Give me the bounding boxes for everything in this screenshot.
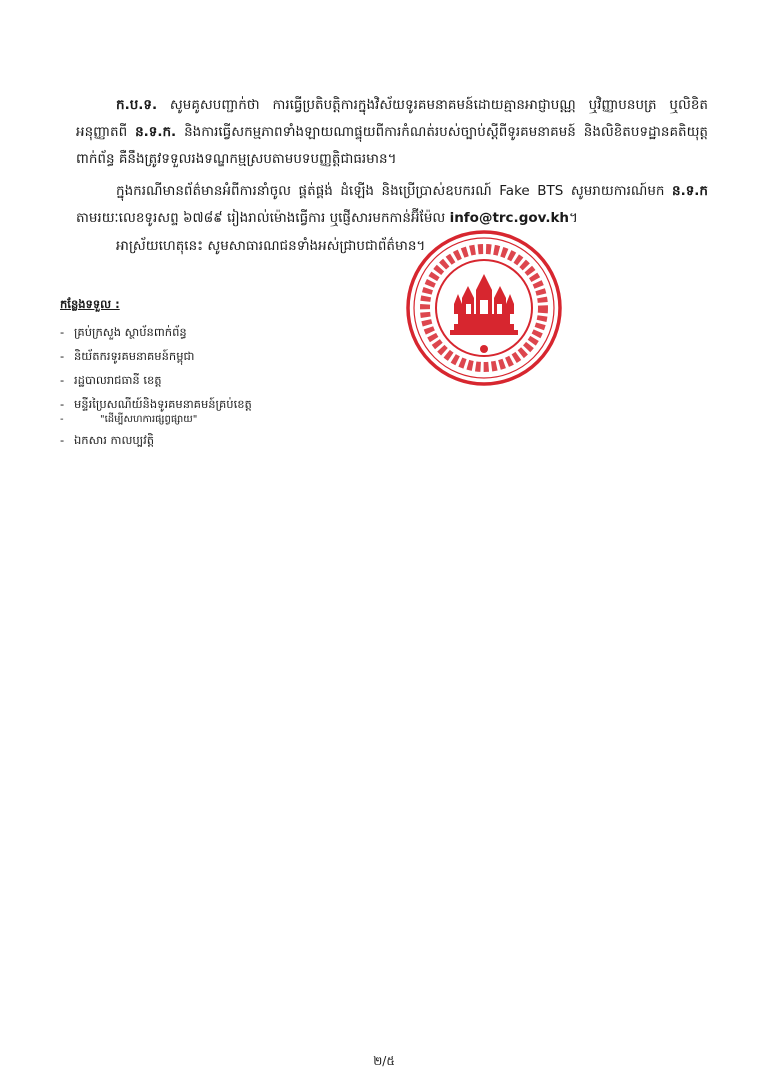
org-abbreviation: ន.ទ.ក	[672, 183, 708, 199]
recipient-item: - ឯកសារ កាលប្បវត្តិ	[60, 428, 380, 452]
recipients-heading: កន្លែងទទួល :	[60, 297, 120, 311]
email-address: info@trc.gov.kh	[449, 210, 570, 226]
official-seal-stamp	[404, 228, 564, 388]
recipients-block	[60, 292, 380, 452]
recipient-item: - និយ័តករទូរគមនាគមន៍កម្ពុជា	[60, 344, 380, 368]
paragraph-text: សូមគូសបញ្ជាក់ថា ការធ្វើប្រតិបត្តិការក្នុងវិស័យទូរគមនាគមន៍ដោយគ្មានអាជ្ញាបណ្ណ ឬវិញ្ញាបនបត្រ ឬលិខិតអនុញ្ញាតពី	[76, 97, 708, 140]
recipient-item: - គ្រប់ក្រសួង ស្ថាប័នពាក់ព័ន្ធ	[60, 320, 380, 344]
paragraph-text: ។	[569, 210, 578, 226]
recipient-item: - រដ្ឋបាលរាជធានី ខេត្ត	[60, 368, 380, 392]
paragraph-text: តាមរយៈលេខទូរសព្ទ ៦៧៨៩ រៀងរាល់ម៉ោងធ្វើការ ឬផ្ញើសារមកកាន់អ៊ីម៉ែល	[76, 210, 450, 226]
org-abbreviation: ក.ប.ទ.	[116, 97, 158, 113]
page-number: ២/៥	[373, 1054, 395, 1068]
recipient-sub-note: - "ដើម្បីសហការផ្សព្វផ្សាយ"	[60, 412, 380, 428]
paragraph-text: អាស្រ័យហេតុនេះ សូមសាធារណជនទាំងអស់ជ្រាបជាព័ត៌មាន។	[116, 238, 426, 254]
paragraph-reporting	[76, 178, 708, 232]
org-abbreviation: ន.ទ.ក.	[135, 124, 177, 140]
paragraph-closing	[76, 233, 708, 260]
recipient-item: - មន្ទីរប្រៃសណីយ៍និងទូរគមនាគមន៍គ្រប់ខេត្ត	[60, 392, 380, 416]
paragraph-warning	[76, 92, 708, 173]
paragraph-text: ក្នុងករណីមានព័ត៌មានអំពីការនាំចូល ផ្គត់ផ្គង់ ដំឡើង និងប្រើប្រាស់ឧបករណ៍ Fake BTS សូមរាយការណ៍មក	[116, 183, 673, 199]
recipients-list	[60, 320, 380, 452]
paragraph-text: និងការធ្វើសកម្មភាពទាំងឡាយណាផ្ទុយពីការកំណត់របស់ច្បាប់ស្តីពីទូរគមនាគមន៍ និងលិខិតបទដ្ឋានគតិយុត្តពាក់ព័ន្ធ គឺនឹងត្រូវទទួលរងទណ្ឌកម្មស្របតាមបទបញ្ញត្តិជាធរមាន។	[76, 124, 708, 167]
